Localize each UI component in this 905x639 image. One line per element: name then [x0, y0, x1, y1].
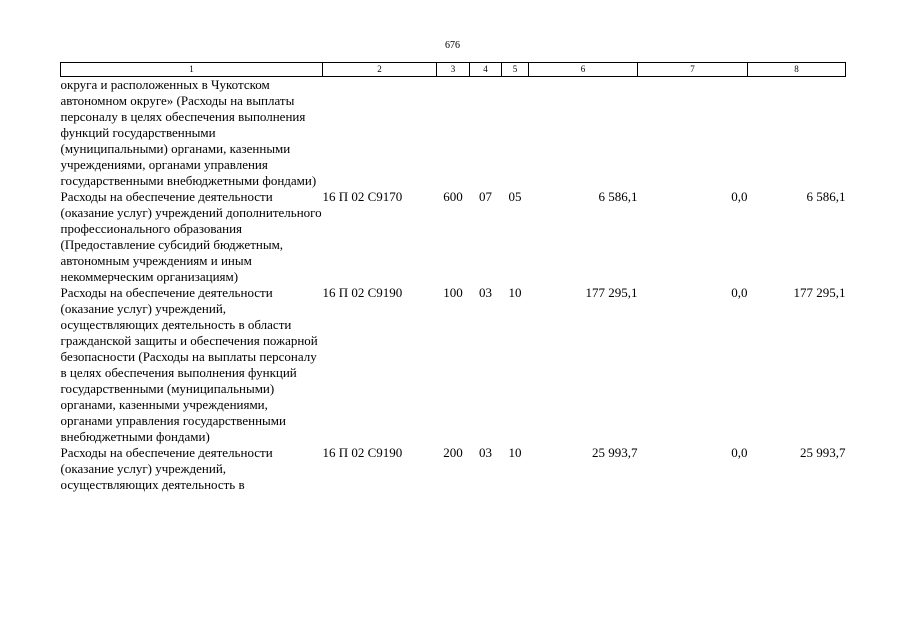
table-row [61, 445, 846, 493]
subsection-code [502, 77, 529, 190]
expense-name: Расходы на обеспечение деятельности (оказание услуг) учреждений дополнительного профессионального образования (Предоставление субсидий бюджетным, автономным учреждениям и иным некоммерческим организациям) [60, 189, 322, 284]
column-header: 1 [61, 63, 323, 77]
subsection-code: 05 [508, 189, 522, 204]
target-code: 16 П 02 С9190 [322, 285, 403, 300]
amount-col7: 0,0 [731, 285, 748, 300]
amount-col6: 6 586,1 [598, 189, 638, 204]
column-header: 5 [502, 63, 529, 77]
amount-col6: 177 295,1 [585, 285, 638, 300]
amount-col8 [748, 77, 846, 190]
budget-table [60, 62, 846, 493]
target-code [323, 77, 437, 190]
expense-name: Расходы на обеспечение деятельности (оказание услуг) учреждений, осуществляющих деятельность в области гражданской защиты и обеспечения пожарной безопасности (Расходы на выплаты персоналу в целях обеспечения выполнения функций государственными (муниципальными) органами, казенными учреждениями, органами управления государственными внебюджетными фондами) [60, 285, 318, 444]
expense-type-code: 600 [443, 189, 463, 204]
table-row [61, 285, 846, 445]
target-code: 16 П 02 С9190 [322, 445, 403, 460]
amount-col6: 25 993,7 [592, 445, 638, 460]
amount-col8: 177 295,1 [793, 285, 846, 300]
amount-col7 [638, 77, 748, 190]
amount-col8: 25 993,7 [800, 445, 846, 460]
column-header: 8 [748, 63, 846, 77]
amount-col6 [529, 77, 638, 190]
expense-name: округа и расположенных в Чукотском автономном округе» (Расходы на выплаты персоналу в целях обеспечения выполнения функций государственными (муниципальными) органами, казенными учреждениями, органами управления государственными внебюджетными фондами) [60, 77, 317, 188]
amount-col7: 0,0 [731, 445, 748, 460]
table-row [61, 189, 846, 285]
column-header: 2 [323, 63, 437, 77]
section-code: 03 [479, 445, 492, 460]
page-number: 676 [445, 40, 460, 51]
column-header: 4 [470, 63, 502, 77]
table-header-row [61, 63, 846, 77]
target-code: 16 П 02 С9170 [322, 189, 403, 204]
expense-type-code [437, 77, 470, 190]
table-row [61, 77, 846, 190]
column-header: 3 [437, 63, 470, 77]
expense-type-code: 100 [443, 285, 463, 300]
expense-name: Расходы на обеспечение деятельности (оказание услуг) учреждений, осуществляющих деятельность в [60, 445, 273, 492]
subsection-code: 10 [508, 285, 522, 300]
subsection-code: 10 [508, 445, 522, 460]
expense-type-code: 200 [443, 445, 463, 460]
column-header: 6 [529, 63, 638, 77]
column-header: 7 [638, 63, 748, 77]
amount-col7: 0,0 [731, 189, 748, 204]
amount-col8: 6 586,1 [806, 189, 846, 204]
section-code: 07 [479, 189, 492, 204]
section-code [470, 77, 502, 190]
section-code: 03 [479, 285, 492, 300]
